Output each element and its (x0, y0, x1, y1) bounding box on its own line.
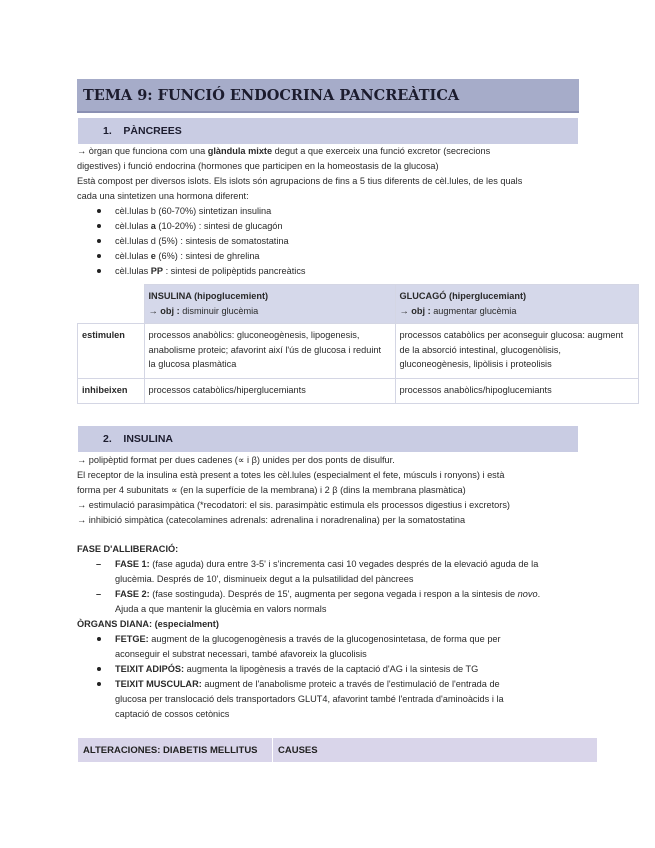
table-row (78, 379, 639, 404)
section-1-line-4: cada una sintetizen una hormona diferent: (77, 191, 249, 201)
list-item: cèl.lulas e (6%) : sintesi de ghrelina (94, 249, 522, 264)
insulin-objective: → obj : disminuir glucèmia (148, 305, 259, 316)
table-row (78, 285, 639, 324)
release-phases-block (77, 542, 540, 722)
section-2-body (77, 453, 510, 528)
list-item: cèl.lulas a (10-20%) : sintesi de glucagón (94, 219, 522, 234)
list-item: TEIXIT ADIPÓS: augmenta la lipogènesis a través de la captació d'AG i la sintesis de TG (94, 662, 540, 677)
list-item: cèl.lulas b (60-70%) sintetizan insulina (94, 204, 522, 219)
section-2-line-3: forma per 4 subunitats ∝ (en la superfície de la membrana) i 2 β (dins la membrana plasmàtica) (77, 485, 466, 495)
section-1-line-1: → òrgan que funciona com una glàndula mixte degut a que exerceix una funció excretor (secrecions (77, 146, 491, 156)
glucagon-header-cell (395, 285, 638, 324)
section-1-heading-bar (78, 118, 578, 144)
section-2-heading: 2. INSULINA (103, 433, 174, 445)
insulin-title: INSULINA (hipoglucemient) (148, 291, 269, 301)
glucagon-objective: → obj : augmentar glucèmia (399, 305, 517, 316)
row-label-stimulate: estimulen (78, 324, 145, 379)
list-item: TEIXIT MUSCULAR: augment de l'anabolisme proteic a través de l'estimulació de l'entrada de glucosa per translocació dels transportadors GLUT4, afavorint també l'entrada d'aminoàcids i la captació de cossos cetònics (94, 677, 540, 722)
diabetes-header-cell: ALTERACIONES: DIABETIS MELLITUS (78, 738, 273, 763)
section-2-line-1: → polipèptid format per dues cadenes (∝ i β) unides per dos ponts de disulfur. (77, 455, 395, 465)
page-title: TEMA 9: FUNCIÓ ENDOCRINA PANCREÀTICA (83, 87, 460, 104)
table-row (78, 738, 598, 763)
list-item: cèl.lulas PP : sintesi de polipèptids pancreàtics (94, 264, 522, 279)
section-2-heading-bar (78, 426, 578, 452)
diabetes-table (77, 737, 598, 763)
table-cell: processos anabòlics/hipoglucemiants (395, 379, 638, 404)
hormone-comparison-table (77, 284, 639, 404)
row-label-inhibit: inhibeixen (78, 379, 145, 404)
release-phase-heading: FASE D'ALLIBERACIÓ: (77, 544, 179, 554)
section-1-line-2: digestives) i funció endocrina (hormones que participen en la homeostasis de la glucosa) (77, 161, 439, 171)
section-2-line-5: → inhibició simpàtica (catecolamines adrenals: adrenalina i noradrenalina) per la somatostatina (77, 515, 466, 525)
page-title-bar (77, 79, 579, 113)
section-1-heading: 1. PÀNCREES (103, 125, 182, 137)
list-item: – FASE 2: (fase sostinguda). Després de 15', augmenta per segona vegada i respon a la sintesis de novo. Ajuda a que mantenir la glucèmia en valors normals (94, 587, 540, 617)
insulin-header-cell (144, 285, 395, 324)
cell-types-list (94, 204, 522, 279)
list-item: – FASE 1: (fase aguda) dura entre 3-5' i s'incrementa casi 10 vegades després de la elevació aguda de la glucèmia. Després de 10', disminueix degut a la pulsatilidad del pàncrees (94, 557, 540, 587)
list-item: cèl.lulas d (5%) : sintesis de somatostatina (94, 234, 522, 249)
table-cell: processos catabòlics/hiperglucemiants (144, 379, 395, 404)
list-item: FETGE: augment de la glucogenogènesis a través de la glucogenosintetasa, de forma que per aconseguir el substrat necessari, també afavoreix la glucolisis (94, 632, 540, 662)
target-organs-list (94, 632, 540, 722)
table-cell: processos catabòlics per aconseguir glucosa: augment de la absorció intestinal, glucogenòlisis, gluconeogènesis, lipòlisis i proteolisis (395, 324, 638, 379)
glucagon-title: GLUCAGÓ (hiperglucemiant) (399, 291, 527, 301)
table-row (78, 324, 639, 379)
table-corner-cell (78, 285, 145, 324)
causes-header-cell: CAUSES (273, 738, 598, 763)
target-organs-heading: ÒRGANS DIANA: (especialment) (77, 619, 219, 629)
section-2-line-2: El receptor de la insulina està present a totes les cèl.lules (especialment el fete, músculs i ronyons) i està (77, 470, 505, 480)
release-phases-list (94, 557, 540, 617)
table-cell: processos anabòlics: gluconeogènesis, lipogenesis, anabolisme proteic; afavorint així l'ús de glucosa i reduint la glucosa plasmàtica (144, 324, 395, 379)
section-1-body (77, 144, 522, 279)
section-2-line-4: → estimulació parasimpàtica (*recodatori: el sis. parasimpàtic estimula els processos digestius i excretors) (77, 500, 510, 510)
section-1-line-3: Està compost per diversos islots. Els islots són agrupacions de fins a 5 tius diferents de cèl.lules, de les quals (77, 176, 523, 186)
